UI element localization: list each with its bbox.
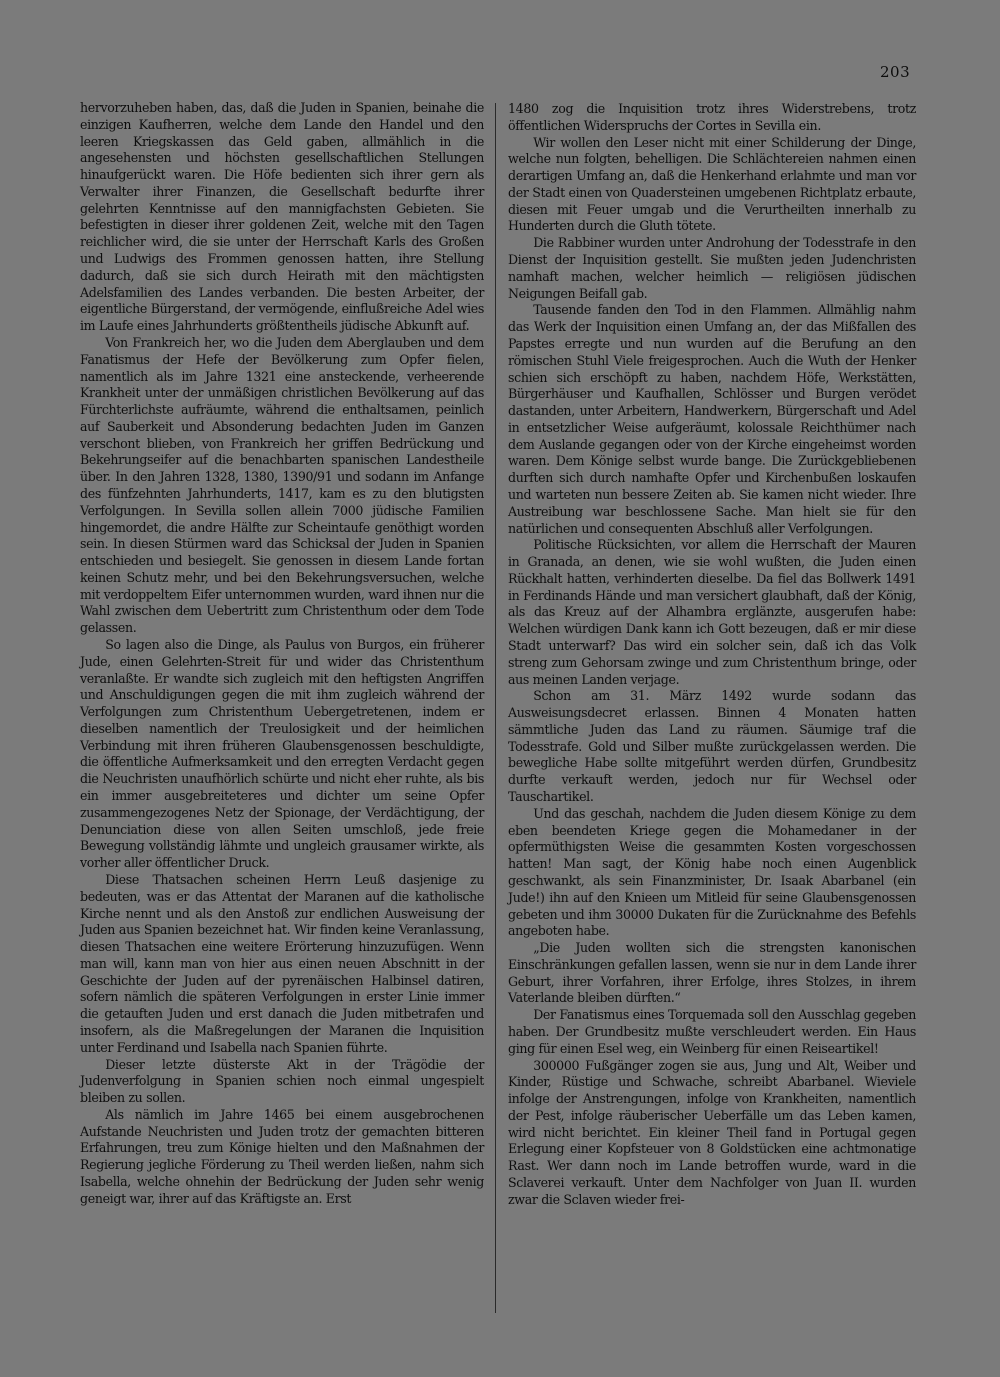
paragraph: Wir wollen den Leser nicht mit einer Schilderung der Dinge, welche nun folgten, behelligen. Die Schlächtereien nahmen einen derartigen Umfang an, daß die Henkerhand erlahmte und man vor der Stadt einen von Quadersteinen umgebenen Richtplatz erbaute, diesen mit Feuer umgab und die Verurtheilten innerhalb zu Hunderten durch die Gluth tötete. [508,134,916,234]
column-divider [495,103,496,1313]
page-number: 203 [880,63,911,81]
paragraph: „Die Juden wollten sich die strengsten kanonischen Einschränkungen gefallen lassen, wenn sie nur in dem Lande ihrer Geburt, ihrer Vorfahren, ihrer Erfolge, ihres Stolzes, in ihrem Vaterlande bleiben dürften.“ [508,940,916,1006]
paragraph: Von Frankreich her, wo die Juden dem Aberglauben und dem Fanatismus der Hefe der Bevölkerung zum Opfer fielen, namentlich als im Jahre 1321 eine ansteckende, verheerende Krankheit unter der unmäßigen christlichen Bevölkerung auf das Fürchterlichste aufräumte, während die enthaltsamen, peinlich auf Sauberkeit und Absonderung bedachten Juden im Ganzen verschont blieben, von Frankreich her griffen Bedrückung und Bekehrungseifer auf die benachbarten spanischen Landestheile über. In den Jahren 1328, 1380, 1390/91 und sodann im Anfange des fünfzehnten Jahrhunderts, 1417, kam es zu den blutigsten Verfolgungen. In Sevilla sollen allein 7000 jüdische Familien hingemordet, die andre Hälfte zur Scheintaufe genöthigt worden sein. In diesen Stürmen ward das Schicksal der Juden in Spanien entschieden und besiegelt. Sie genossen in diesem Lande fortan keinen Schutz mehr, und bei den Bekehrungsversuchen, welche mit verdoppeltem Eifer unternommen wurden, ward ihnen nur die Wahl zwischen dem Uebertritt zum Christenthum oder dem Tode gelassen. [80,334,484,636]
paragraph: hervorzuheben haben, das, daß die Juden in Spanien, beinahe die einzigen Kaufherren, welche dem Lande den Handel und den leeren Kriegskassen das Geld gaben, allmählich in die angesehensten und höchsten gesellschaftlichen Stellungen hinaufgerückt waren. Die Höfe bedienten sich ihrer gern als Verwalter ihrer Finanzen, die Gesellschaft bedurfte ihrer gelehrten Kenntnisse auf den mannigfachsten Gebieten. Sie befestigten in dieser ihrer goldenen Zeit, welche mit den Tagen reichlicher wird, die sie unter der Herrschaft Karls des Großen und Ludwigs des Frommen genossen hatten, ihre Stellung dadurch, daß sie sich durch Heirath mit den mächtigsten Adelsfamilien des Landes verbanden. Die besten Arbeiter, der eigentliche Bürgerstand, der vermögende, einflußreiche Adel wies im Laufe eines Jahrhunderts größtentheils jüdische Abkunft auf. [80,100,484,334]
paragraph: 1480 zog die Inquisition trotz ihres Widerstrebens, trotz öffentlichen Widerspruchs der Cortes in Sevilla ein. [508,101,916,133]
paragraph: Und das geschah, nachdem die Juden diesem Könige zu dem eben beendeten Kriege gegen die Mohamedaner in der opfermüthigsten Weise die gesammten Kosten vorgeschossen hatten! Man sagt, der König habe noch einen Augenblick geschwankt, als sein Finanzminister, Dr. Isaak Abarbanel (ein Jude!) ihn auf den Knieen um Mitleid für seine Glaubensgenossen gebeten und ihm 30000 Dukaten für die Zurücknahme des Befehls angeboten habe. [508,805,916,939]
paragraph: Tausende fanden den Tod in den Flammen. Allmählig nahm das Werk der Inquisition einen Umfang an, der das Mißfallen des Papstes erregte und nun wurden auf die Berufung an den römischen Stuhl Viele freigesprochen. Auch die Wuth der Henker schien sich erschöpft zu haben, nachdem Höfe, Werkstätten, Bürgerhäuser und Kaufhallen, Schlösser und Burgen verödet dastanden, unter Arbeitern, Handwerkern, Bürgerschaft und Adel in entsetzlicher Weise aufgeräumt, kolossale Reichthümer nach dem Auslande gegangen oder von der Kirche eingeheimst worden waren. Dem Könige selbst wurde bange. Die Zurückgebliebenen durften sich durch namhafte Opfer und Kirchenbußen loskaufen und warteten nun bessere Zeiten ab. Sie kamen nicht wieder. Ihre Austreibung war beschlossene Sache. Man hielt sie für den natürlichen und consequenten Abschluß aller Verfolgungen. [508,302,916,536]
paragraph: 300000 Fußgänger zogen sie aus, Jung und Alt, Weiber und Kinder, Rüstige und Schwache, schreibt Abarbanel. Wieviele infolge der Anstrengungen, infolge von Krankheiten, namentlich der Pest, infolge räuberischer Ueberfälle um das Leben kamen, wird nicht berichtet. Ein kleiner Theil fand in Portugal gegen Erlegung einer Kopfsteuer von 8 Goldstücken eine achtmonatige Rast. Wer dann noch im Lande betroffen wurde, ward in die Sclaverei verkauft. Unter dem Nachfolger von Juan II. wurden zwar die Sclaven wieder frei- [508,1057,916,1207]
right-text-column [508,101,916,1209]
paragraph: Dieser letzte düsterste Akt in der Trägödie der Judenverfolgung in Spanien schien noch einmal ungespielt bleiben zu sollen. [80,1056,484,1106]
paragraph: Schon am 31. März 1492 wurde sodann das Ausweisungsdecret erlassen. Binnen 4 Monaten hatten sämmtliche Juden das Land zu räumen. Säumige traf die Todesstrafe. Gold und Silber mußte zurückgelassen werden. Die bewegliche Habe sollte mitgeführt werden dürfen, Grundbesitz durfte verkauft werden, jedoch nur für Wechsel oder Tauschartikel. [508,688,916,805]
paragraph: Als nämlich im Jahre 1465 bei einem ausgebrochenen Aufstande Neuchristen und Juden trotz der gemachten bitteren Erfahrungen, treu zum Könige hielten und den Maßnahmen der Regierung jegliche Förderung zu Theil werden ließen, nahm sich Isabella, welche ohnehin der Bedrückung der Juden sehr wenig geneigt war, ihrer auf das Kräftigste an. Erst [80,1106,484,1206]
left-text-column [80,100,484,1208]
paragraph: Politische Rücksichten, vor allem die Herrschaft der Mauren in Granada, an denen, wie sie wohl wußten, die Juden einen Rückhalt hatten, verhinderten dieselbe. Da fiel das Bollwerk 1491 in Ferdinands Hände und man versichert glaubhaft, daß der König, als das Kreuz auf der Alhambra erglänzte, ausgerufen habe: Welchen würdigen Dank kann ich Gott bezeugen, daß er mir diese Stadt unterwarf? Das wird ein solcher sein, daß ich das Volk streng zum Gehorsam zwinge und zum Christenthum bringe, oder aus meinen Landen verjage. [508,537,916,687]
paragraph: So lagen also die Dinge, als Paulus von Burgos, ein früherer Jude, einen Gelehrten-Streit für und wider das Christenthum veranlaßte. Er wandte sich zugleich mit den heftigsten Angriffen und Anschuldigungen gegen die mit ihm zugleich während der Verfolgungen zum Christenthum Uebergetretenen, indem er dieselben namentlich der Treulosigkeit und der heimlichen Verbindung mit ihren früheren Glaubensgenossen beschuldigte, die öffentliche Aufmerksamkeit und den erregten Verdacht gegen die Neuchristen unaufhörlich schürte und nicht eher ruhte, als bis ein immer ausgebreiteteres und dichter um seine Opfer zusammengezogenes Netz der Spionage, der Verdächtigung, der Denunciation diese von allen Seiten umschloß, jede freie Bewegung vollständig lähmte und ungleich grausamer wirkte, als vorher aller öffentlicher Druck. [80,637,484,871]
paragraph: Der Fanatismus eines Torquemada soll den Ausschlag gegeben haben. Der Grundbesitz mußte verschleudert werden. Ein Haus ging für einen Esel weg, ein Weinberg für einen Reiseartikel! [508,1007,917,1056]
paragraph: Die Rabbiner wurden unter Androhung der Todesstrafe in den Dienst der Inquisition gestellt. Sie mußten jeden Judenchristen namhaft machen, welcher heimlich — religiösen jüdischen Neigungen Beifall gab. [508,235,916,301]
paragraph: Diese Thatsachen scheinen Herrn Leuß dasjenige zu bedeuten, was er das Attentat der Maranen auf die katholische Kirche nennt und als den Anstoß zur endlichen Ausweisung der Juden aus Spanien bezeichnet hat. Wir finden keine Veranlassung, diesen Thatsachen eine weitere Erörterung hinzuzufügen. Wenn man will, kann man von hier aus einen neuen Abschnitt in der Geschichte der Juden auf der pyrenäischen Halbinsel datiren, sofern nämlich die späteren Verfolgungen in erster Linie immer die getauften Juden und erst danach die Juden mitbetrafen und insofern, als die Maßregelungen der Maranen die Inquisition unter Ferdinand und Isabella nach Spanien führte. [80,871,484,1055]
